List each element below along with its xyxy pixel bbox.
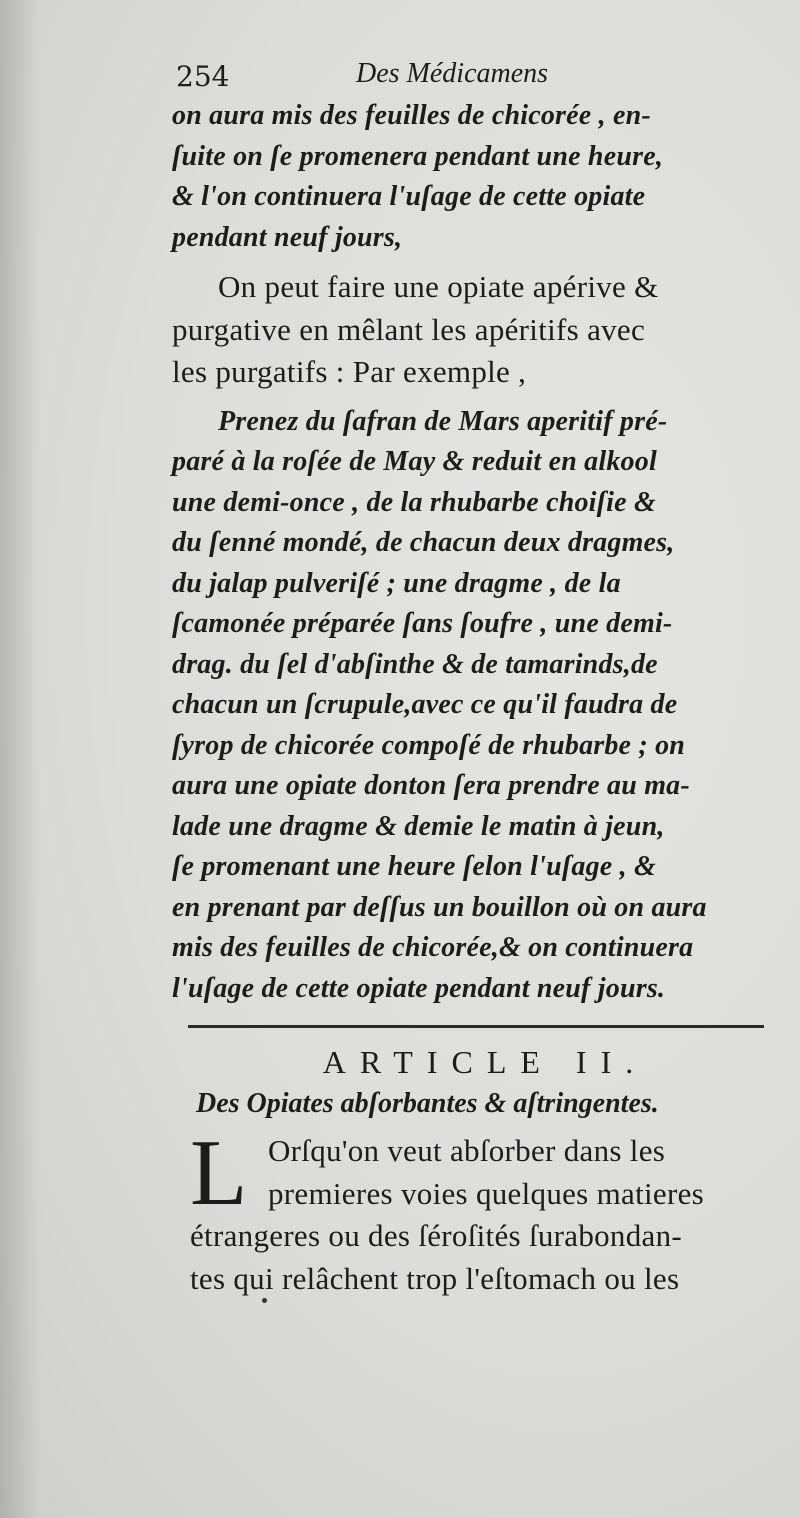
- running-title: Des Médicamens: [356, 58, 549, 89]
- text-block: [172, 50, 768, 1300]
- text-line: aura une opiate donton ſera prendre au ma-: [172, 770, 690, 801]
- text-line: purgative en mêlant les apéritifs avec: [172, 311, 646, 347]
- text-line: chacun un ſcrupule,avec ce qu'il faudra de: [172, 689, 678, 720]
- text-line: ſe promenant une heure ſelon l'uſage , &: [172, 851, 657, 882]
- text-line: on aura mis des feuilles de chicorée , en-: [172, 100, 651, 131]
- paragraph-4: [172, 1121, 768, 1300]
- text-line: Orſqu'on veut abſorber dans les: [268, 1133, 666, 1168]
- text-line: mis des feuilles de chicorée,& on continuera: [172, 932, 694, 963]
- section-rule: [188, 1025, 764, 1028]
- text-line: étrangeres ou des ſéroſités ſurabondan-: [190, 1218, 683, 1253]
- text-line: l'uſage de cette opiate pendant neuf jours.: [172, 972, 666, 1004]
- running-head: [172, 50, 768, 96]
- text-line: les purgatifs : Par exemple ,: [172, 354, 527, 389]
- text-line: ſcamonée préparée ſans ſoufre , une demi-: [172, 608, 673, 639]
- paragraph-3-recipe: [172, 402, 768, 1010]
- text-line: pendant neuf jours,: [172, 221, 403, 253]
- text-line: ſyrop de chicorée compoſé de rhubarbe ; on: [172, 729, 686, 761]
- paragraph-1: [172, 96, 768, 258]
- text-line: en prenant par deſſus un bouillon où on aura: [172, 891, 707, 923]
- text-line: Prenez du ſafran de Mars aperitif pré-: [218, 405, 668, 437]
- text-line: tes qui relâchent trop l'eſtomach ou les: [190, 1260, 680, 1296]
- spine-shadow: [0, 0, 40, 1518]
- ink-speck: [262, 1298, 267, 1303]
- text-line: premieres voies quelques matieres: [268, 1175, 704, 1211]
- text-line: On peut faire une opiate apérive &: [218, 269, 659, 304]
- text-line: & l'on continuera l'uſage de cette opiate: [172, 181, 646, 212]
- text-line: une demi-once , de la rhubarbe choiſie &: [172, 486, 656, 518]
- article-subtitle: Des Opiates abſorbantes & aſtringentes.: [196, 1088, 659, 1119]
- page-number: 254: [176, 60, 230, 93]
- drop-cap: L: [190, 1121, 248, 1225]
- text-line: drag. du ſel d'abſinthe & de tamarinds,de: [172, 648, 658, 680]
- paragraph-2: [172, 266, 768, 394]
- text-line: du ſenné mondé, de chacun deux dragmes,: [172, 527, 675, 558]
- article-heading: ARTICLE II.: [322, 1044, 648, 1080]
- text-line: ſuite on ſe promenera pendant une heure,: [172, 140, 664, 172]
- text-line: lade une dragme & demie le matin à jeun,: [172, 810, 665, 842]
- text-line: paré à la roſée de May & reduit en alkool: [172, 446, 657, 477]
- text-line: du jalap pulveriſé ; une dragme , de la: [172, 567, 621, 599]
